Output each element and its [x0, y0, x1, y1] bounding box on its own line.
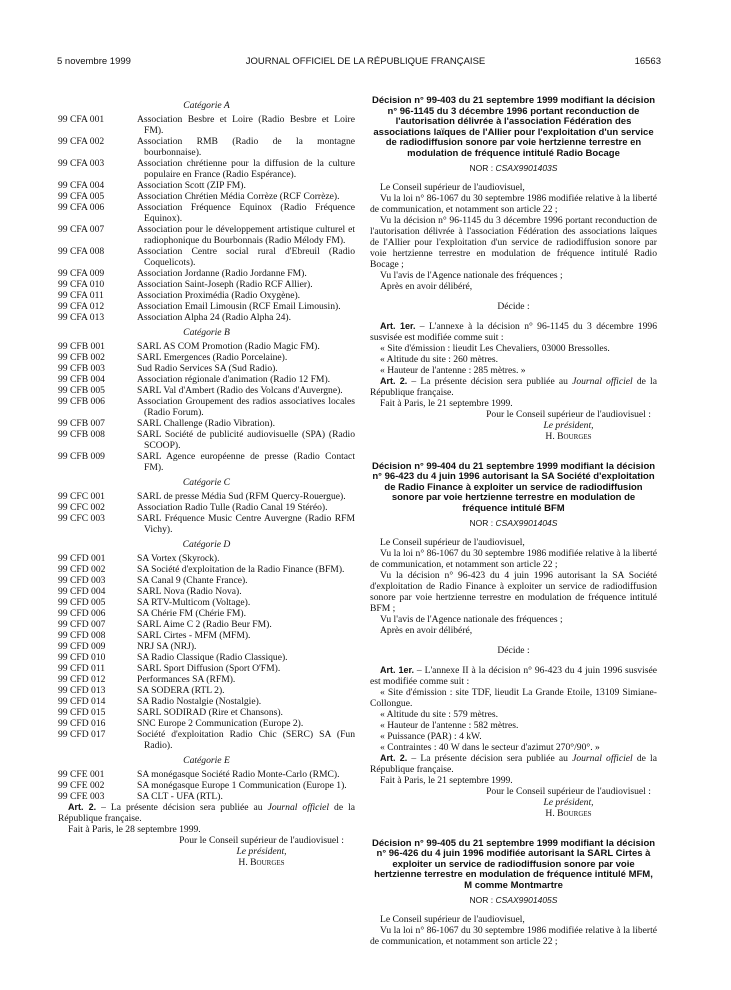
journal-name: Journal officiel	[267, 802, 330, 813]
category-title: Catégorie A	[183, 100, 230, 111]
preamble-line: Vu la loi n° 86-1067 du 30 septembre 1986 modifiée relative à la liberté de communication, et notamment son article 22 ;	[370, 547, 657, 570]
item-code: 99 CFE 001	[58, 769, 105, 780]
item-code: 99 CFC 001	[58, 491, 105, 502]
item-code: 99 CFD 003	[58, 575, 106, 586]
list-item	[58, 491, 355, 502]
item-code: 99 CFE 003	[58, 791, 105, 802]
item-name: SARL Cirtes - MFM (MFM).	[137, 630, 251, 641]
item-name: Association Email Limousin (RCF Email Limousin).	[137, 301, 341, 312]
nor-reference	[370, 518, 657, 529]
item-code: 99 CFD 005	[58, 597, 106, 608]
item-name: Association Saint-Joseph (Radio RCF Allier).	[137, 279, 313, 290]
item-code: 99 CFB 007	[58, 418, 105, 429]
list-item	[58, 769, 355, 780]
preamble-line: Le Conseil supérieur de l'audiovisuel,	[380, 536, 525, 548]
item-name: Association régionale d'animation (Radio 12 FM).	[137, 374, 331, 385]
item-name: SARL AS COM Promotion (Radio Magic FM).	[137, 341, 320, 352]
journal-title: JOURNAL OFFICIEL DE LA RÉPUBLIQUE FRANÇAISE	[245, 56, 486, 67]
preamble-line: Après en avoir délibéré,	[380, 624, 473, 636]
item-code: 99 CFD 010	[58, 652, 106, 663]
right-column	[370, 96, 657, 947]
article-label: Art. 2.	[68, 802, 97, 812]
item-code: 99 CFB 009	[58, 451, 105, 462]
list-item	[58, 630, 355, 641]
section-spacer	[370, 292, 657, 301]
list-item	[58, 597, 355, 608]
item-name: Société d'exploitation Radio Chic (SERC) SA (Fun Radio).	[137, 729, 355, 751]
article-text-end: de la République française.	[370, 375, 657, 398]
item-name: Association Chrétien Média Corrèze (RCF Corrèze).	[137, 191, 340, 202]
item-code: 99 CFD 006	[58, 608, 106, 619]
item-name: Performances SA (RFM).	[137, 674, 236, 685]
item-name: Association Centre social rural d'Ebreuil (Radio Coquelicots).	[137, 246, 355, 268]
article-text: – L'annexe à la décision n° 96-1145 du 3 décembre 1996 susvisée est modifiée comme suit :	[370, 320, 657, 343]
item-name: SA Radio Nostalgie (Nostalgie).	[137, 696, 262, 707]
category-title: Catégorie B	[183, 327, 230, 338]
journal-name: Journal officiel	[572, 375, 633, 387]
signature-name: H. Bourges	[545, 430, 592, 442]
preamble-line: Vu l'avis de l'Agence nationale des fréquences ;	[380, 269, 563, 281]
list-item	[58, 136, 355, 158]
item-code: 99 CFA 011	[58, 290, 104, 301]
item-name: SARL Aime C 2 (Radio Beur FM).	[137, 619, 272, 630]
list-item	[58, 685, 355, 696]
list-item	[58, 180, 355, 191]
annex-item: « Altitude du site : 579 mètres.	[380, 708, 499, 720]
decision-title: Décision n° 99-404 du 21 septembre 1999 modifiant la décision n° 96-423 du 4 juin 1996 autorisant la SA Société d'exploitation de Radio Finance à exploiter un service de radiodiffusion sonore par voie hertzienne terrestre en modulation de fréquence intitulé BFM	[371, 460, 656, 514]
preamble-line: Vu la décision n° 96-1145 du 3 décembre 1996 portant reconduction de l'autorisation délivrée à l'association Fédération des associations laïques de l'Allier pour l'exploitation d'un service de radiodiffusion sonore par voie hertzienne terrestre en modulation de fréquence intitulé Radio Bocage ;	[370, 214, 657, 270]
section-spacer	[370, 819, 657, 839]
item-code: 99 CFD 016	[58, 718, 106, 729]
list-item	[58, 202, 355, 224]
item-code: 99 CFB 008	[58, 429, 105, 440]
category-title: Catégorie D	[182, 539, 231, 550]
item-name: SA Canal 9 (Chante France).	[137, 575, 248, 586]
nor-code: CSAX9901404S	[495, 517, 558, 528]
page-number: 16563	[634, 56, 661, 67]
item-name: Association Scott (ZIP FM).	[137, 180, 246, 191]
item-name: SA Radio Classique (Radio Classique).	[137, 652, 288, 663]
preamble-line: Après en avoir délibéré,	[380, 280, 473, 292]
item-code: 99 CFB 002	[58, 352, 105, 363]
left-column	[58, 96, 355, 868]
item-code: 99 CFA 003	[58, 158, 105, 169]
list-item	[58, 451, 355, 473]
item-code: 99 CFD 012	[58, 674, 106, 685]
article-text: – La présente décision sera publiée au	[96, 802, 268, 813]
item-name: SA monégasque Société Radio Monte-Carlo (RMC).	[137, 769, 340, 780]
preamble-line: Le Conseil supérieur de l'audiovisuel,	[380, 913, 525, 925]
list-item	[58, 564, 355, 575]
item-name: Association Radio Tulle (Radio Canal 19 Stéréo).	[137, 502, 328, 513]
item-code: 99 CFA 012	[58, 301, 105, 312]
item-code: 99 CFC 002	[58, 502, 105, 513]
list-item	[58, 729, 355, 751]
item-code: 99 CFA 013	[58, 312, 105, 323]
item-name: SARL Agence européenne de presse (Radio Contact FM).	[137, 451, 355, 473]
item-name: SA Vortex (Skyrock).	[137, 553, 220, 564]
item-name: Association RMB (Radio de la montagne bourbonnaise).	[137, 136, 355, 158]
item-code: 99 CFD 014	[58, 696, 106, 707]
decision-title: Décision n° 99-403 du 21 septembre 1999 modifiant la décision n° 96-1145 du 3 décembre 1996 portant reconduction de l'autorisation délivrée à l'association Fédération des associations laïques de l'Allier pour l'exploitation d'un service de radiodiffusion sonore par voie hertzienne terrestre en modulation de fréquence intitulé Radio Bocage	[371, 95, 656, 159]
article-text: – La présente décision sera publiée au	[407, 375, 573, 387]
preamble-line: Le Conseil supérieur de l'audiovisuel,	[380, 181, 525, 193]
decide-heading: Décide :	[497, 644, 530, 656]
nor-code: CSAX9901403S	[495, 162, 558, 173]
item-name: SNC Europe 2 Communication (Europe 2).	[137, 718, 304, 729]
list-item	[58, 652, 355, 663]
item-code: 99 CFD 007	[58, 619, 106, 630]
annex-item: « Altitude du site : 260 mètres.	[380, 353, 499, 365]
annex-item: « Site d'émission : site TDF, lieudit La Grande Etoile, 13109 Simiane-Collongue.	[370, 686, 657, 709]
list-item	[58, 553, 355, 564]
item-name: Association Besbre et Loire (Radio Besbre et Loire FM).	[137, 114, 355, 136]
item-name: SARL Challenge (Radio Vibration).	[137, 418, 275, 429]
item-name: SA RTV-Multicom (Voltage).	[137, 597, 251, 608]
list-item	[58, 374, 355, 385]
list-item	[58, 707, 355, 718]
item-code: 99 CFA 008	[58, 246, 105, 257]
item-name: SA CLT - UFA (RTL).	[137, 791, 223, 802]
item-code: 99 CFA 007	[58, 224, 105, 235]
annex-item: « Hauteur de l'antenne : 285 mètres. »	[380, 364, 526, 376]
list-item	[58, 363, 355, 374]
list-item	[58, 791, 355, 802]
list-item	[58, 586, 355, 597]
item-code: 99 CFD 015	[58, 707, 106, 718]
annex-item: « Hauteur de l'antenne : 582 mètres.	[380, 719, 519, 731]
signature-title: Le président,	[543, 796, 594, 808]
article-text-end: de la République française.	[370, 752, 657, 775]
list-item	[58, 641, 355, 652]
article-2	[58, 802, 355, 824]
preamble-line: Vu la décision n° 96-423 du 4 juin 1996 autorisant la SA Société d'exploitation de Radio Finance à exploiter un service de radiodiffusion sonore par voie hertzienne terrestre en modulation de fréquence intitulé BFM ;	[370, 569, 657, 614]
list-item	[58, 674, 355, 685]
list-item	[58, 279, 355, 290]
list-item	[58, 513, 355, 535]
annex-item: « Contraintes : 40 W dans le secteur d'azimut 270°/90°. »	[380, 741, 600, 753]
list-item	[58, 352, 355, 363]
signature-date: Fait à Paris, le 28 septembre 1999.	[68, 824, 201, 835]
list-item	[58, 396, 355, 418]
item-code: 99 CFB 004	[58, 374, 105, 385]
signature-title: Le président,	[543, 419, 594, 431]
item-name: SA Chérie FM (Chérie FM).	[137, 608, 246, 619]
item-name: Association chrétienne pour la diffusion de la culture populaire en France (Radio Espérance).	[137, 158, 355, 180]
item-name: Sud Radio Services SA (Sud Radio).	[137, 363, 278, 374]
item-code: 99 CFA 004	[58, 180, 105, 191]
category-title: Catégorie E	[183, 755, 230, 766]
item-code: 99 CFE 002	[58, 780, 105, 791]
signature-name: H. Bourges	[545, 807, 592, 819]
article-1	[370, 665, 657, 687]
item-code: 99 CFB 006	[58, 396, 105, 407]
item-code: 99 CFD 011	[58, 663, 106, 674]
list-item	[58, 312, 355, 323]
article-label: Art. 2.	[380, 375, 408, 386]
item-code: 99 CFA 006	[58, 202, 105, 213]
list-item	[58, 575, 355, 586]
list-item	[58, 502, 355, 513]
item-name: SARL Nova (Radio Nova).	[137, 586, 242, 597]
nor-label: NOR :	[469, 162, 496, 173]
item-name: SA SODERA (RTL 2).	[137, 685, 225, 696]
list-item	[58, 114, 355, 136]
preamble-line: Vu la loi n° 86-1067 du 30 septembre 1986 modifiée relative à la liberté de communication, et notamment son article 22 ;	[370, 192, 657, 215]
item-name: SARL SODIRAD (Rire et Chansons).	[137, 707, 283, 718]
article-text-end: de la République française.	[58, 802, 355, 824]
item-name: SARL de presse Média Sud (RFM Quercy-Rouergue).	[137, 491, 346, 502]
item-code: 99 CFD 002	[58, 564, 106, 575]
article-2	[370, 753, 657, 775]
journal-name: Journal officiel	[572, 752, 633, 764]
item-code: 99 CFA 002	[58, 136, 105, 147]
item-code: 99 CFD 008	[58, 630, 106, 641]
list-item	[58, 429, 355, 451]
signature-name: H. Bourges	[238, 857, 285, 868]
item-code: 99 CFD 004	[58, 586, 106, 597]
category-title: Catégorie C	[182, 477, 231, 488]
signature-authority: Pour le Conseil supérieur de l'audiovisuel :	[179, 835, 344, 846]
list-item	[58, 718, 355, 729]
item-code: 99 CFA 005	[58, 191, 105, 202]
item-name: SA Société d'exploitation de la Radio Finance (BFM).	[137, 564, 345, 575]
nor-label: NOR :	[469, 894, 496, 905]
item-code: 99 CFB 005	[58, 385, 105, 396]
preamble-line: Vu l'avis de l'Agence nationale des fréquences ;	[380, 613, 563, 625]
nor-label: NOR :	[469, 517, 496, 528]
list-item	[58, 780, 355, 791]
preamble-line: Vu la loi n° 86-1067 du 30 septembre 1986 modifiée relative à la liberté de communication, et notamment son article 22 ;	[370, 924, 657, 947]
section-spacer	[370, 636, 657, 645]
list-item	[58, 158, 355, 180]
item-code: 99 CFA 001	[58, 114, 105, 125]
item-name: SARL Emergences (Radio Porcelaine).	[137, 352, 288, 363]
list-item	[58, 696, 355, 707]
item-name: SARL Société de publicité audiovisuelle (SPA) (Radio SCOOP).	[137, 429, 355, 451]
page-header	[0, 56, 731, 70]
item-name: SARL Val d'Ambert (Radio des Volcans d'Auvergne).	[137, 385, 343, 396]
list-item	[58, 224, 355, 246]
article-label: Art. 2.	[380, 752, 408, 763]
list-item	[58, 619, 355, 630]
nor-code: CSAX9901405S	[495, 894, 558, 905]
list-item	[58, 608, 355, 619]
item-name: Association Groupement des radios associatives locales (Radio Forum).	[137, 396, 355, 418]
item-name: SA monégasque Europe 1 Communication (Europe 1).	[137, 780, 347, 791]
nor-reference	[370, 163, 657, 174]
section-spacer	[370, 656, 657, 665]
item-name: Association Proximédia (Radio Oxygène).	[137, 290, 301, 301]
list-item	[58, 191, 355, 202]
list-item	[58, 290, 355, 301]
list-item	[58, 663, 355, 674]
signature-title: Le président,	[236, 846, 287, 857]
signature-date: Fait à Paris, le 21 septembre 1999.	[380, 774, 513, 786]
item-code: 99 CFB 003	[58, 363, 105, 374]
item-code: 99 CFB 001	[58, 341, 105, 352]
section-spacer	[370, 312, 657, 321]
signature-authority: Pour le Conseil supérieur de l'audiovisuel :	[486, 785, 651, 797]
item-code: 99 CFD 017	[58, 729, 106, 740]
list-item	[58, 385, 355, 396]
item-code: 99 CFD 013	[58, 685, 106, 696]
item-name: Association Alpha 24 (Radio Alpha 24).	[137, 312, 292, 323]
item-name: SARL Fréquence Music Centre Auvergne (Radio RFM Vichy).	[137, 513, 355, 535]
decide-heading: Décide :	[497, 300, 530, 312]
annex-item: « Site d'émission : lieudit Les Chevaliers, 03000 Bressolles.	[380, 342, 610, 354]
list-item	[58, 246, 355, 268]
article-1	[370, 321, 657, 343]
annex-item: « Puissance (PAR) : 4 kW.	[380, 730, 482, 742]
list-item	[58, 418, 355, 429]
item-code: 99 CFC 003	[58, 513, 105, 524]
signature-date: Fait à Paris, le 21 septembre 1999.	[380, 397, 513, 409]
list-item	[58, 341, 355, 352]
item-name: Association Jordanne (Radio Jordanne FM).	[137, 268, 307, 279]
list-item	[58, 301, 355, 312]
article-label: Art. 1er.	[380, 320, 416, 331]
signature-authority: Pour le Conseil supérieur de l'audiovisuel :	[486, 408, 651, 420]
item-name: Association pour le développement artistique culturel et radiophonique du Bourbonnais (Radio Mélody FM).	[137, 224, 355, 246]
item-name: SARL Sport Diffusion (Sport O'FM).	[137, 663, 281, 674]
article-2	[370, 376, 657, 398]
article-text: – L'annexe II à la décision n° 96-423 du 4 juin 1996 susvisée est modifiée comme suit :	[370, 664, 657, 687]
item-name: Association Fréquence Equinox (Radio Fréquence Equinox).	[137, 202, 355, 224]
nor-reference	[370, 895, 657, 906]
item-code: 99 CFD 009	[58, 641, 106, 652]
decision-title: Décision n° 99-405 du 21 septembre 1999 modifiant la décision n° 96-426 du 4 juin 1996 modifiée autorisant la SARL Cirtes à exploiter un service de radiodiffusion sonore par voie hertzienne terrestre en modulation de fréquence intitulé MFM, M comme Montmartre	[371, 837, 656, 891]
article-label: Art. 1er.	[380, 664, 415, 675]
item-code: 99 CFA 009	[58, 268, 105, 279]
section-spacer	[370, 442, 657, 462]
item-name: NRJ SA (NRJ).	[137, 641, 197, 652]
article-text: – La présente décision sera publiée au	[407, 752, 573, 764]
item-code: 99 CFD 001	[58, 553, 106, 564]
list-item	[58, 268, 355, 279]
issue-date: 5 novembre 1999	[57, 56, 131, 67]
item-code: 99 CFA 010	[58, 279, 105, 290]
